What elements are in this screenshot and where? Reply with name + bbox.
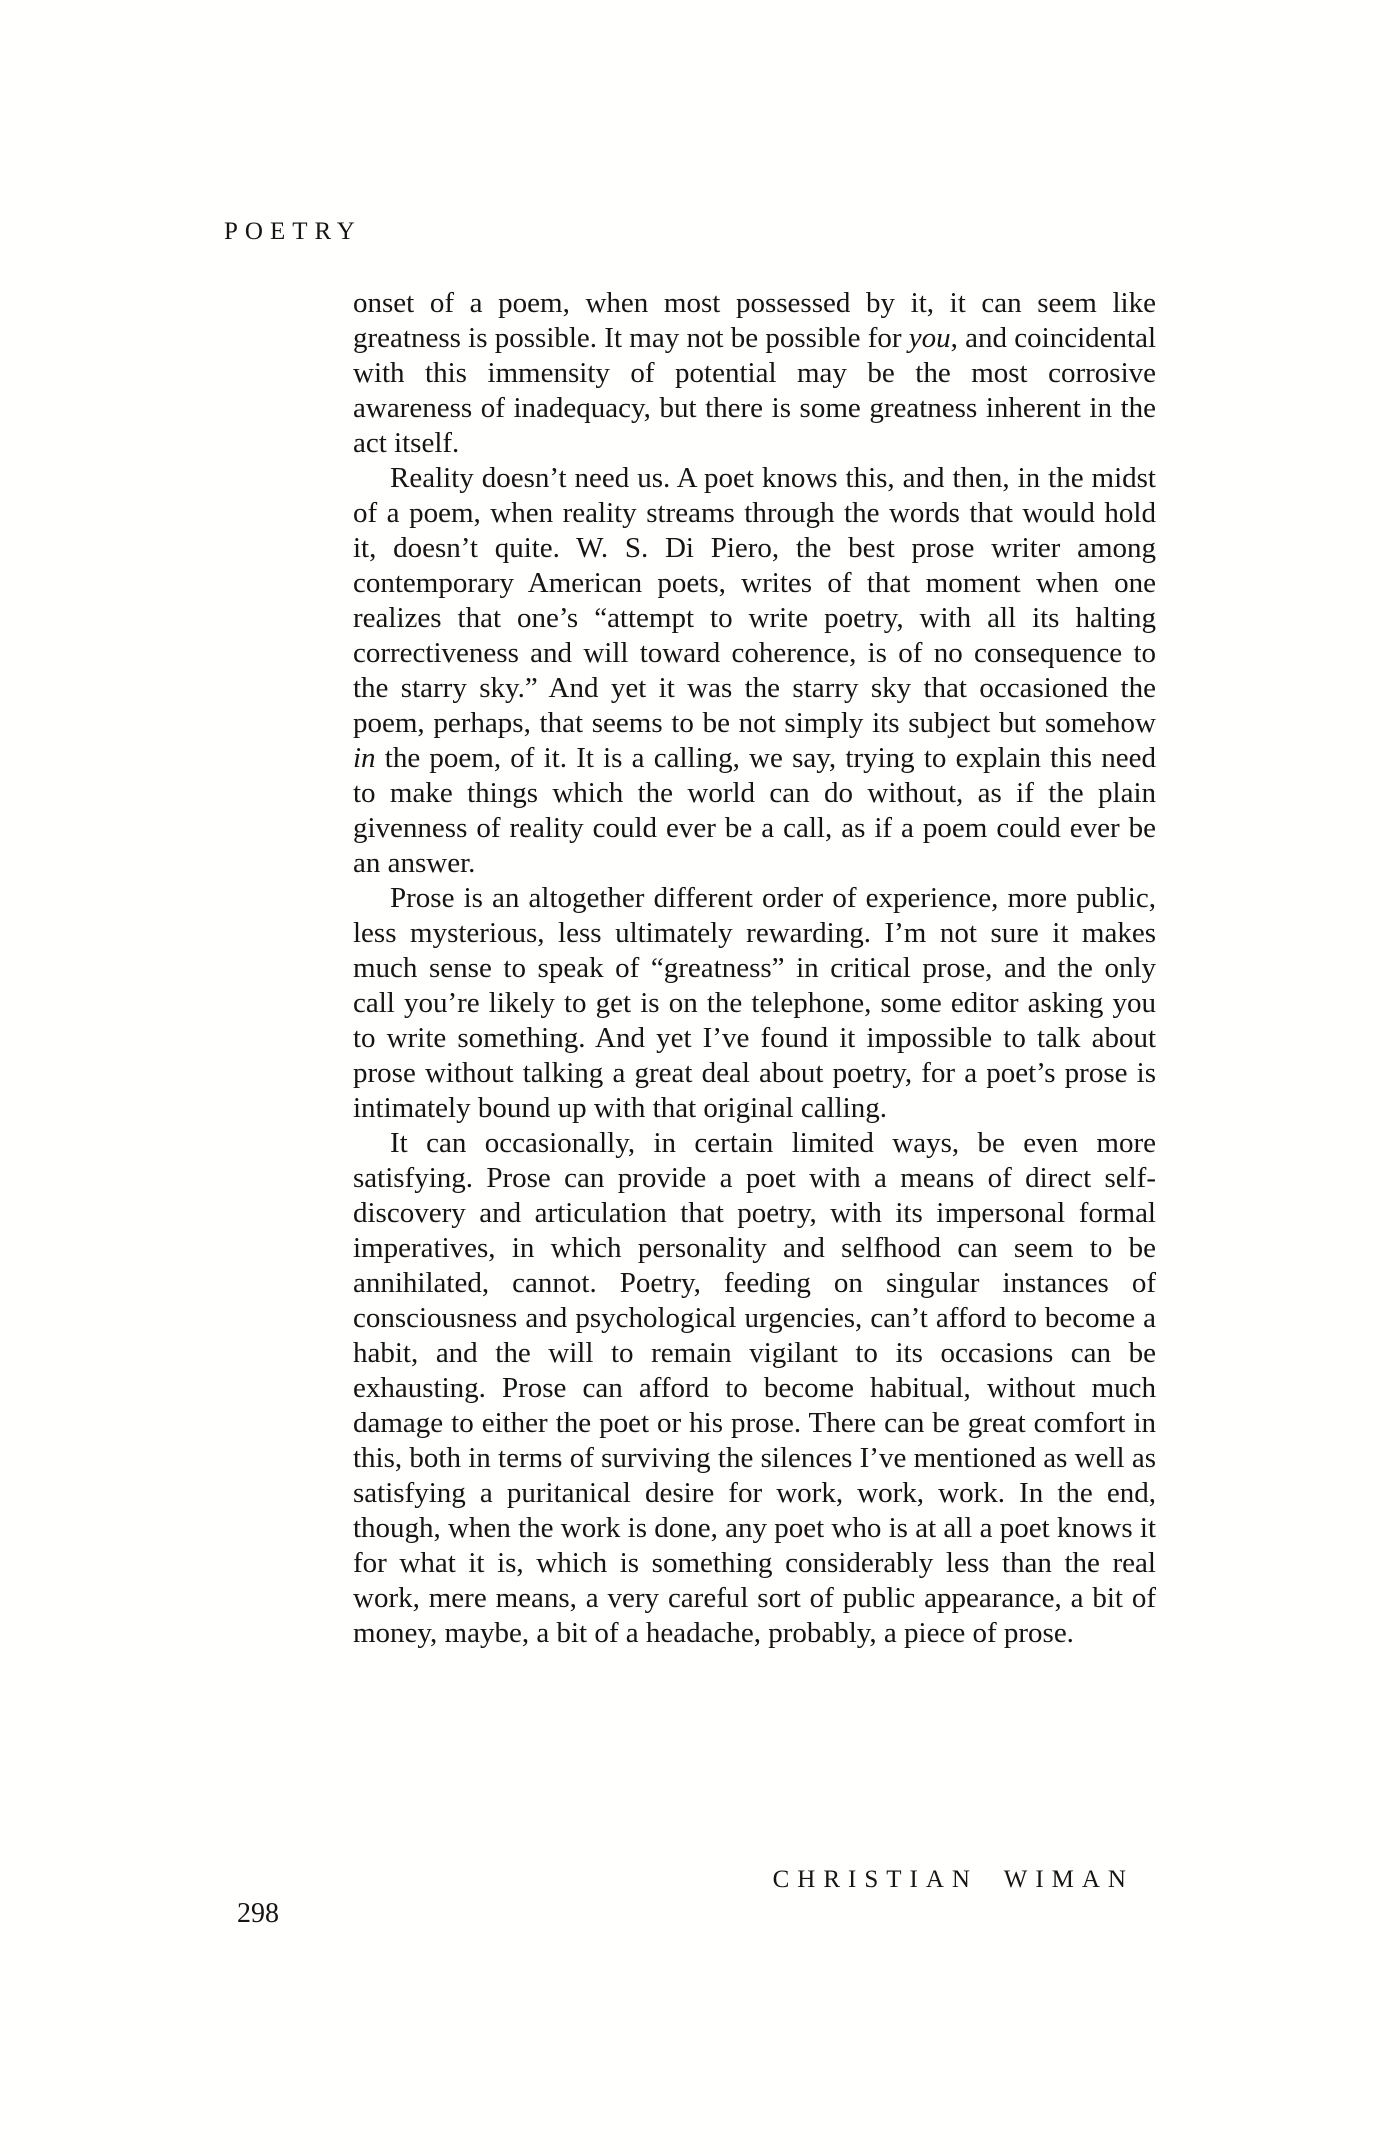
- author-signature: CHRISTIAN WIMAN: [772, 1866, 1134, 1893]
- text-segment: the poem, of it. It is a calling, we say, trying to explain this need to make things which the world can do without, as if the plain givenness of reality could ever be a call, as if a poem could ever be an answer.: [353, 742, 1156, 879]
- paragraph: [353, 881, 1156, 1126]
- paragraph: [353, 461, 1156, 881]
- text-segment: , and coincidental with this immensity of potential may be the most corrosive awareness of inadequacy, but there is some greatness inherent in the act itself.: [353, 322, 1156, 459]
- text-segment: onset of a poem, when most possessed by it, it can seem like greatness is possible. It may not be possible for: [353, 287, 1156, 354]
- page-number: 298: [237, 1898, 279, 1929]
- running-head: POETRY: [224, 218, 362, 245]
- text-segment: Reality doesn’t need us. A poet knows this, and then, in the midst of a poem, when reality streams through the words that would hold it, doesn’t quite. W. S. Di Piero, the best prose writer among contemporary American poets, writes of that moment when one realizes that one’s “attempt to write poetry, with all its halting correctiveness and will toward coherence, is of no consequence to the starry sky.” And yet it was the starry sky that occasioned the poem, perhaps, that seems to be not simply its subject but somehow: [353, 462, 1156, 739]
- text-segment: Prose is an altogether different order of experience, more public, less mysterious, less ultimately rewarding. I’m not sure it makes much sense to speak of “greatness” in critical prose, and the only call you’re likely to get is on the telephone, some editor asking you to write something. And yet I’ve found it impossible to talk about prose without talking a great deal about poetry, for a poet’s prose is intimately bound up with that original calling.: [353, 882, 1156, 1124]
- italic-text-segment: in: [353, 742, 376, 774]
- italic-text-segment: you: [908, 322, 951, 354]
- paragraph: [353, 286, 1156, 461]
- article-body: [353, 286, 1156, 1651]
- text-segment: It can occasionally, in certain limited ways, be even more satisfying. Prose can provide a poet with a means of direct self-discovery and articulation that poetry, with its impersonal formal imperatives, in which personality and selfhood can seem to be annihilated, cannot. Poetry, feeding on singular instances of consciousness and psychological urgencies, can’t afford to become a habit, and the will to remain vigilant to its occasions can be exhausting. Prose can afford to become habitual, without much damage to either the poet or his prose. There can be great comfort in this, both in terms of surviving the silences I’ve mentioned as well as satisfying a puritanical desire for work, work, work. In the end, though, when the work is done, any poet who is at all a poet knows it for what it is, which is something considerably less than the real work, mere means, a very careful sort of public appearance, a bit of money, maybe, a bit of a headache, probably, a piece of prose.: [353, 1127, 1157, 1649]
- paragraph: [353, 1126, 1156, 1651]
